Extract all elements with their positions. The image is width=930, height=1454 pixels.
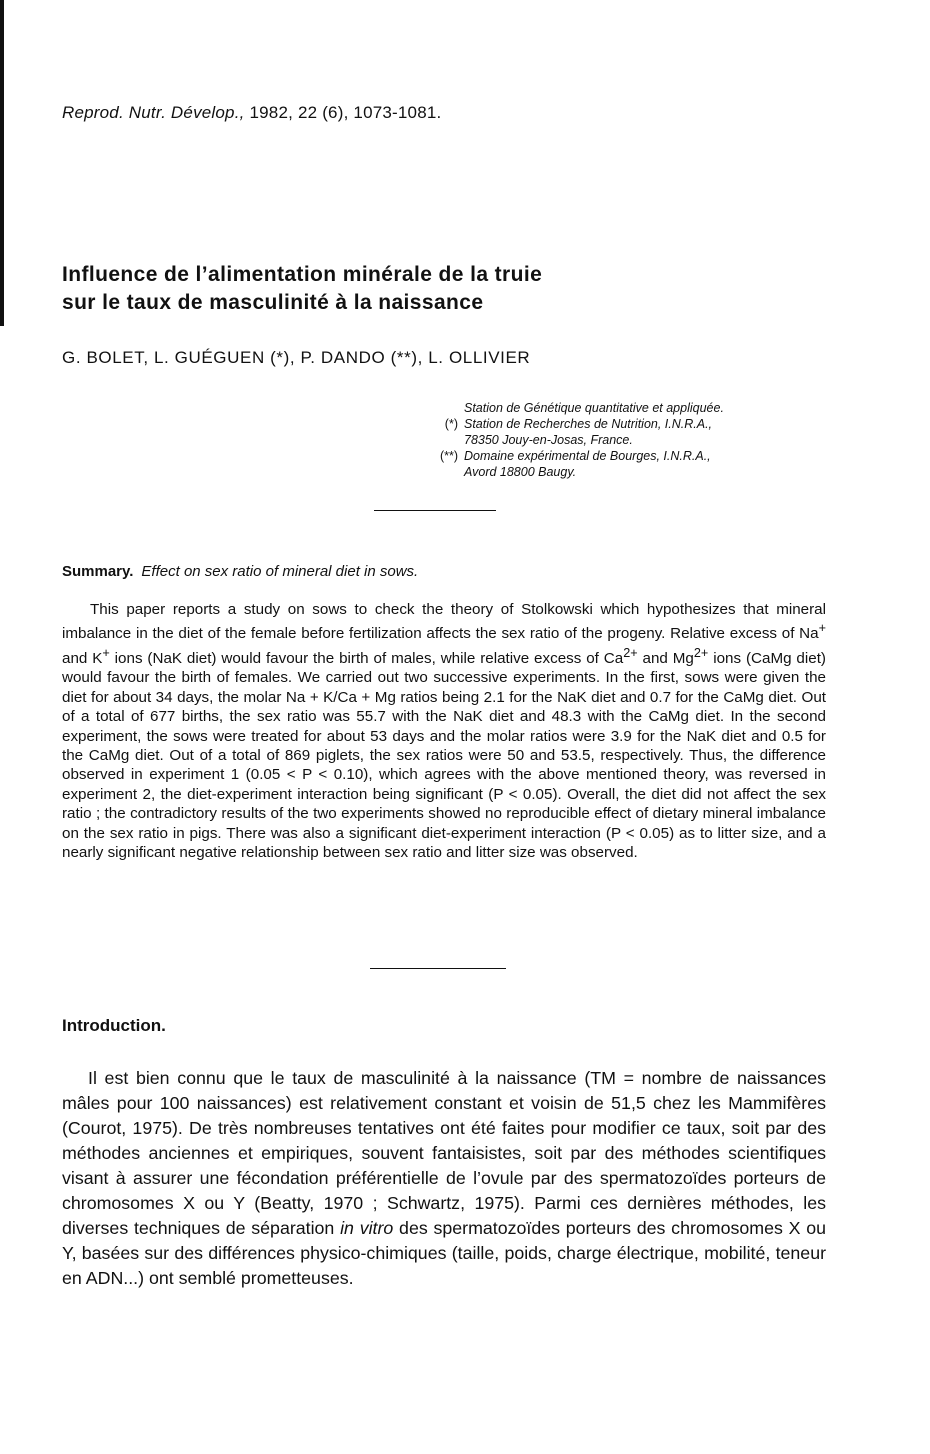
superscript-charge: 2+ (623, 645, 638, 660)
abstract-text: and Mg (637, 649, 694, 667)
journal-name: Reprod. Nutr. Dévelop., (62, 103, 245, 122)
introduction-body (62, 1066, 826, 1291)
abstract-text: and K (62, 649, 103, 667)
affiliation-text: Avord 18800 Baugy. (464, 465, 577, 479)
author-list: G. BOLET, L. GUÉGUEN (*), P. DANDO (**), L. OLLIVIER (62, 348, 531, 367)
affiliation-text: Station de Recherches de Nutrition, I.N.R.A., (464, 417, 713, 431)
affiliation-marker: (**) (439, 449, 458, 463)
affiliation-text: 78350 Jouy-en-Josas, France. (464, 433, 633, 447)
introduction-heading: Introduction. (62, 1016, 166, 1035)
scan-edge-bar (0, 0, 4, 326)
abstract-paragraph (62, 600, 826, 862)
affiliation-marker (418, 432, 464, 448)
summary-label: Summary. (62, 563, 134, 580)
affiliation-marker: (*) (444, 417, 458, 431)
affiliation-line (418, 400, 724, 416)
article-title-line-2: sur le taux de masculinité à la naissance (62, 291, 484, 314)
affiliation-marker (418, 400, 464, 416)
abstract-text: ions (NaK diet) would favour the birth of males, while relative excess of Ca (109, 649, 624, 667)
affiliation-line (418, 432, 724, 448)
introduction-paragraph (62, 1066, 826, 1291)
affiliation-text: Station de Génétique quantitative et appliquée. (464, 401, 724, 415)
superscript-charge: + (818, 621, 826, 636)
abstract-text: This paper reports a study on sows to check the theory of Stolkowski which hypothesizes that mineral imbalance in the diet of the female before fertilization affects the sex ratio of the progeny. Relative excess of Na (62, 601, 826, 643)
superscript-charge: 2+ (693, 645, 709, 660)
introduction-text: des spermatozoïdes porteurs des chromosomes X ou Y, basées sur des différences physico-chimiques (taille, poids, charge électrique, mobilité, teneur en ADN...) ont semblé prometteuses. (62, 1218, 827, 1288)
journal-volume-pages: 1982, 22 (6), 1073-1081. (249, 103, 442, 122)
introduction-italic: in vitro (340, 1218, 394, 1238)
affiliation-text: Domaine expérimental de Bourges, I.N.R.A., (464, 449, 711, 463)
article-title-line-1: Influence de l’alimentation minérale de la truie (62, 263, 543, 286)
journal-citation (62, 103, 441, 123)
section-divider (374, 510, 496, 511)
summary-english-title: Effect on sex ratio of mineral diet in sows. (141, 563, 419, 580)
article-title (62, 261, 542, 317)
affiliation-line (418, 448, 724, 464)
affiliation-marker (418, 464, 464, 480)
section-divider (370, 968, 506, 969)
abstract (62, 600, 826, 862)
abstract-text: ions (CaMg diet) would favour the birth of females. We carried out two successive experiments. In the first, sows were given the diet for about 34 days, the molar Na + K/Ca + Mg ratios being 2.1 for the NaK diet and 0.7 for the CaMg diet. Out of a total of 677 births, the sex ratio was 55.7 with the NaK diet and 48.3 with the CaMg diet. In the second experiment, the sows were treated for about 53 days and the molar ratios were 3.9 for the NaK diet and 0.5 for the CaMg diet. Out of a total of 869 piglets, the sex ratios were 50 and 53.5, respectively. Thus, the difference observed in experiment 1 (0.05 < P < 0.10), which agrees with the above mentioned theory, was reversed in experiment 2, the diet-experiment interaction being significant (P < 0.05). Overall, the diet did not affect the sex ratio ; the contradictory results of the two experiments showed no reproducible effect of dietary mineral imbalance on the sex ratio in pigs. There was also a significant diet-experiment interaction (P < 0.05) as to litter size, and a nearly significant negative relationship between sex ratio and litter size was observed. (62, 649, 826, 861)
introduction-text: Il est bien connu que le taux de masculinité à la naissance (TM = nombre de naissances mâles pour 100 naissances) est relativement constant et voisin de 51,5 chez les Mammifères (Courot, 1975). De très nombreuses tentatives ont été faites pour modifier ce taux, soit par des méthodes anciennes et empiriques, souvent fantaisistes, soit par des méthodes scientifiques visant à assurer une fécondation préférentielle de l’ovule par des spermatozoïdes porteurs de chromosomes X ou Y (Beatty, 1970 ; Schwartz, 1975). Parmi ces dernières méthodes, les diverses techniques de séparation (62, 1068, 826, 1238)
summary-heading (62, 563, 418, 580)
affiliation-line (418, 416, 724, 432)
affiliation-line (418, 464, 724, 480)
superscript-charge: + (102, 645, 110, 660)
affiliations (418, 400, 724, 480)
